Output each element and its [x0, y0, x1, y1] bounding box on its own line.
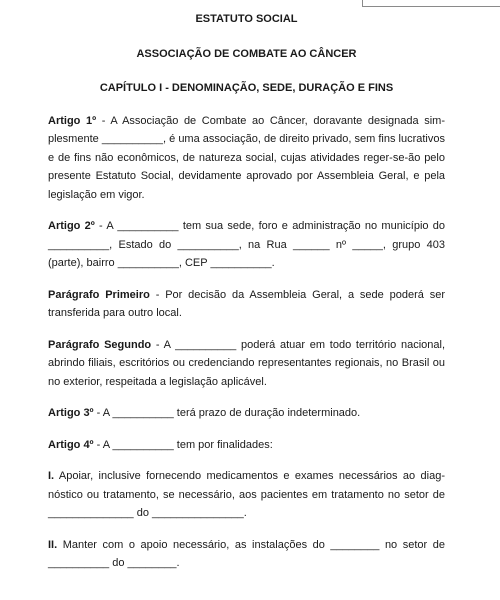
- article-3-text: - A __________ terá prazo de duração indeterminado.: [93, 407, 361, 419]
- page-corner-border: [362, 0, 500, 7]
- chapter-title: CAPÍTULO I - DENOMINAÇÃO, SEDE, DURAÇÃO E FINS: [99, 82, 394, 94]
- paragraph-second: [48, 336, 445, 392]
- article-4: [48, 436, 445, 455]
- paragraph-first-text: - Por decisão da Assembleia Geral, a sede poderá ser transferida para outro local.: [48, 288, 445, 319]
- paragraph-second-lead: Parágrafo Segundo: [48, 338, 152, 351]
- purpose-item-1: [48, 467, 445, 523]
- document-page: [48, 10, 445, 586]
- article-4-lead: Artigo 4º: [48, 438, 94, 451]
- paragraph-first-lead: Parágrafo Primeiro: [48, 288, 150, 301]
- article-3-lead: Artigo 3º: [48, 407, 94, 419]
- article-1-lead: Artigo 1º: [48, 114, 97, 127]
- article-2-lead: Artigo 2º: [48, 220, 95, 232]
- association-name: ASSOCIAÇÃO DE COMBATE AO CÂNCER: [136, 47, 357, 60]
- paragraph-second-text: - A __________ poderá atuar em todo território nacional, abrindo filiais, escritórios ou credenciando representantes regionais, no Brasil ou no exterior, respeitada a legislação aplicável.: [48, 338, 446, 388]
- purpose-item-1-lead: I.: [48, 470, 55, 482]
- article-4-text: - A __________ tem por finalidades:: [93, 438, 273, 451]
- purpose-item-2-lead: II.: [48, 538, 58, 551]
- article-3: [48, 404, 445, 423]
- paragraph-first: [48, 286, 445, 323]
- document-title: ESTATUTO SOCIAL: [195, 13, 298, 25]
- article-2: [48, 217, 445, 273]
- purpose-item-2-text: Manter com o apoio necessário, as instalações do ________ no setor de __________ do ________.: [48, 538, 445, 569]
- purpose-item-1-text: Apoiar, inclusive fornecendo medicamentos e exames necessários ao diagnóstico ou tratamento, se necessário, aos pacientes em tratamento no setor de ______________ do _______________.: [48, 470, 445, 519]
- article-1: [48, 112, 445, 205]
- purpose-item-2: [48, 536, 445, 573]
- article-2-text: - A __________ tem sua sede, foro e administração no município do __________, Estado do __________, na Rua ______ nº _____, grupo 403 (parte), bairro __________, CEP __________.: [48, 220, 446, 269]
- article-1-text: - A Associação de Combate ao Câncer, doravante designada simplesmente __________, é uma associação, de direito privado, sem fins lucrativos e de fins não econômicos, de natureza social, cujas atividades reger-se-ão pelo presente Estatuto Social, devidamente aprovado por Assembleia Geral, e pela legislação em vigor.: [48, 114, 446, 201]
